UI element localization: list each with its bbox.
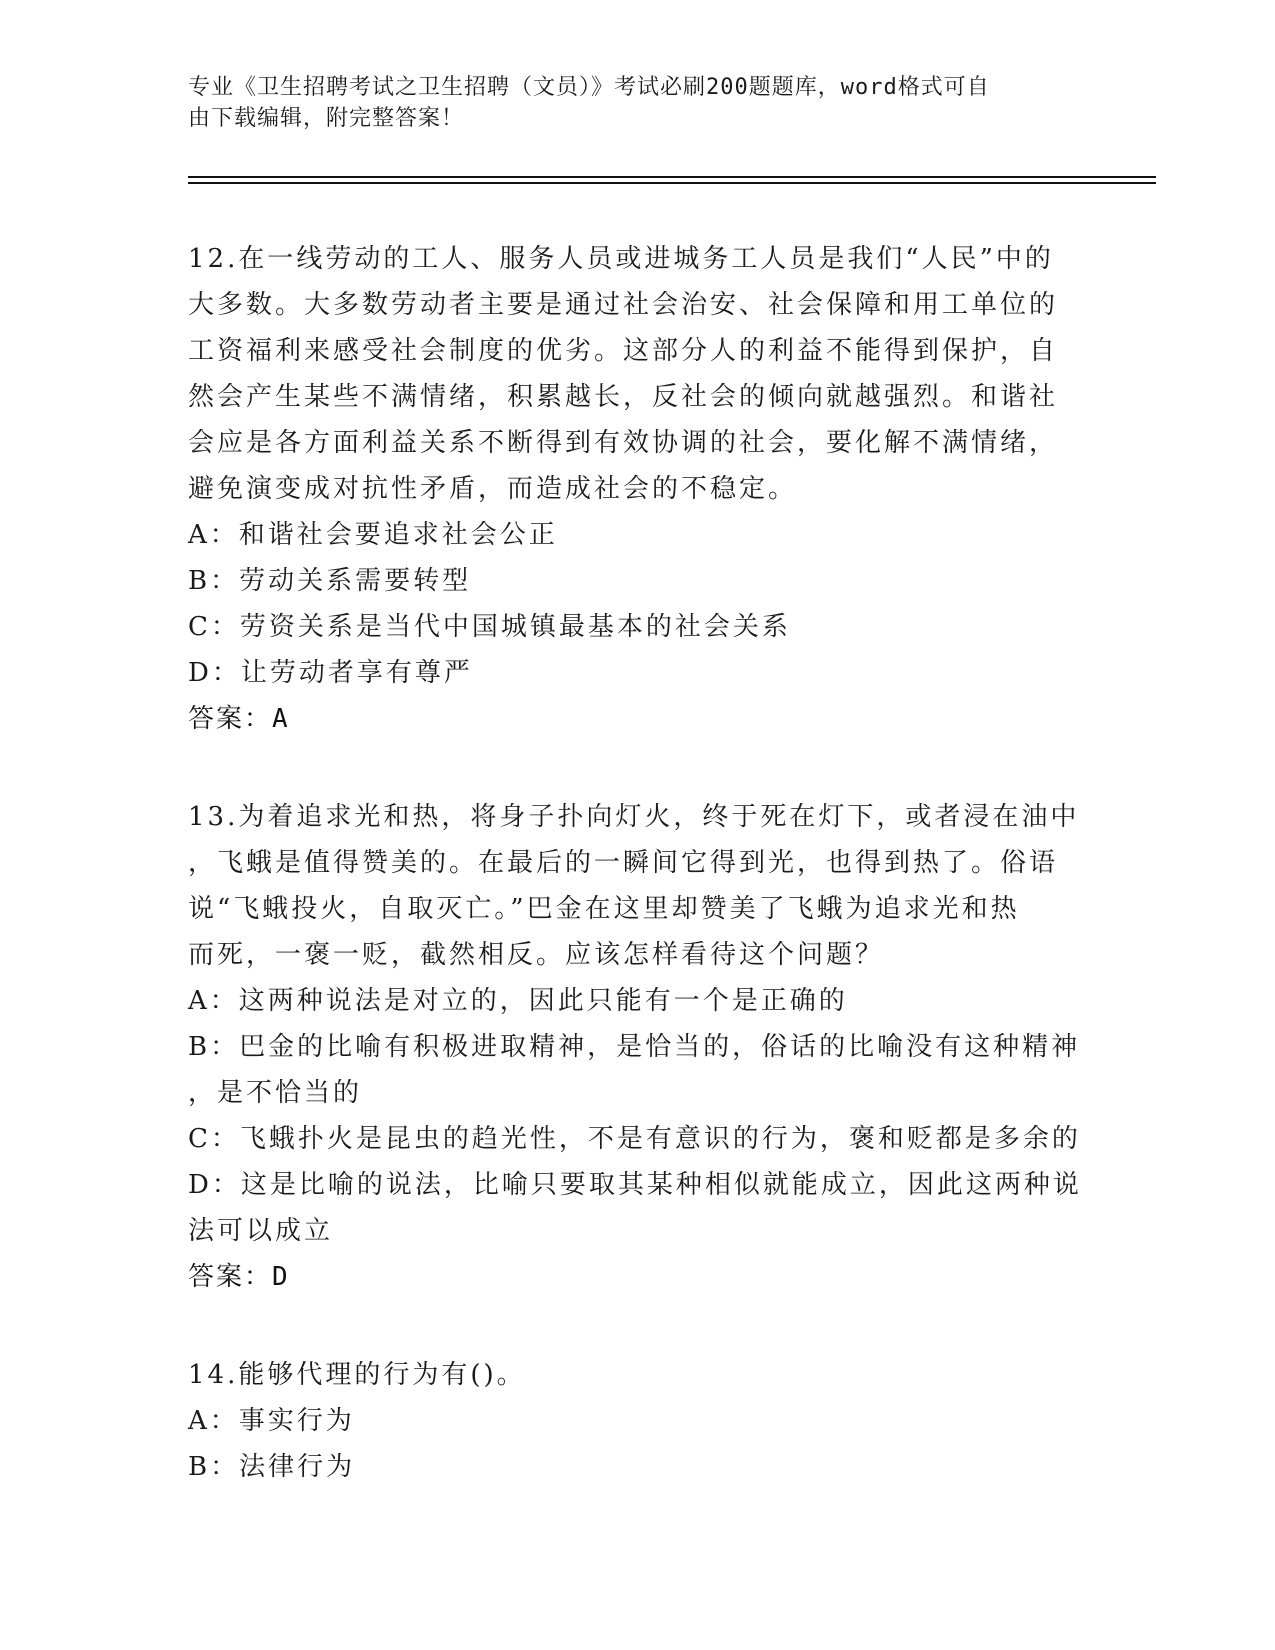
option-d: D：这是比喻的说法，比喻只要取其某种相似就能成立，因此这两种说 bbox=[188, 1170, 1082, 1200]
option-c: C：飞蛾扑火是昆虫的趋光性，不是有意识的行为，褒和贬都是多余的 bbox=[188, 1124, 1081, 1154]
question-text-line: 会应是各方面利益关系不断得到有效协调的社会，要化解不满情绪， bbox=[188, 428, 1059, 458]
question-13 bbox=[188, 794, 1088, 1300]
question-text-line: 大多数。大多数劳动者主要是通过社会治安、社会保障和用工单位的 bbox=[188, 290, 1059, 320]
option-d: D：让劳动者享有尊严 bbox=[188, 658, 473, 688]
question-14 bbox=[188, 1352, 1088, 1490]
question-text-line: 说“飞蛾投火，自取灭亡。”巴金在这里却赞美了飞蛾为追求光和热 bbox=[188, 894, 1020, 924]
answer-label: 答案： bbox=[188, 704, 273, 734]
answer-value: D bbox=[272, 1262, 290, 1292]
question-text-line: 13.为着追求光和热，将身子扑向灯火，终于死在灯下，或者浸在油中 bbox=[188, 802, 1080, 832]
question-text-line: 工资福利来感受社会制度的优劣。这部分人的利益不能得到保护，自 bbox=[188, 336, 1059, 366]
question-text-line: 12.在一线劳动的工人、服务人员或进城务工人员是我们“人民”中的 bbox=[188, 244, 1054, 274]
header-line-2: 由下载编辑，附完整答案！ bbox=[188, 106, 465, 131]
option-b: B：劳动关系需要转型 bbox=[188, 566, 472, 596]
question-text-line: 然会产生某些不满情绪，积累越长，反社会的倾向就越强烈。和谐社 bbox=[188, 382, 1059, 412]
option-a: A：事实行为 bbox=[188, 1406, 355, 1436]
answer-value: A bbox=[272, 704, 290, 734]
option-b-continued: ，是不恰当的 bbox=[188, 1078, 363, 1108]
question-text-line: 而死，一褒一贬，截然相反。应该怎样看待这个问题？ bbox=[188, 940, 885, 970]
answer-line bbox=[188, 696, 1088, 742]
question-12 bbox=[188, 236, 1088, 742]
option-b: B：巴金的比喻有积极进取精神，是恰当的，俗话的比喻没有这种精神 bbox=[188, 1032, 1081, 1062]
option-c: C：劳资关系是当代中国城镇最基本的社会关系 bbox=[188, 612, 791, 642]
question-list bbox=[188, 236, 1088, 1542]
question-text-line: 避免演变成对抗性矛盾，而造成社会的不稳定。 bbox=[188, 474, 798, 504]
answer-label: 答案： bbox=[188, 1262, 273, 1292]
document-header bbox=[188, 72, 1068, 134]
answer-line bbox=[188, 1254, 1088, 1300]
question-text-line: 14.能够代理的行为有()。 bbox=[188, 1360, 526, 1390]
option-b: B：法律行为 bbox=[188, 1452, 356, 1482]
option-a: A：和谐社会要追求社会公正 bbox=[188, 520, 558, 550]
header-divider-top bbox=[188, 176, 1156, 178]
header-line-1: 专业《卫生招聘考试之卫生招聘（文员）》考试必刷200题题库，word格式可自 bbox=[188, 75, 990, 100]
option-a: A：这两种说法是对立的，因此只能有一个是正确的 bbox=[188, 986, 848, 1016]
question-text-line: ，飞蛾是值得赞美的。在最后的一瞬间它得到光，也得到热了。俗语 bbox=[188, 848, 1059, 878]
header-divider-bottom bbox=[188, 182, 1156, 184]
option-d-continued: 法可以成立 bbox=[188, 1216, 334, 1246]
